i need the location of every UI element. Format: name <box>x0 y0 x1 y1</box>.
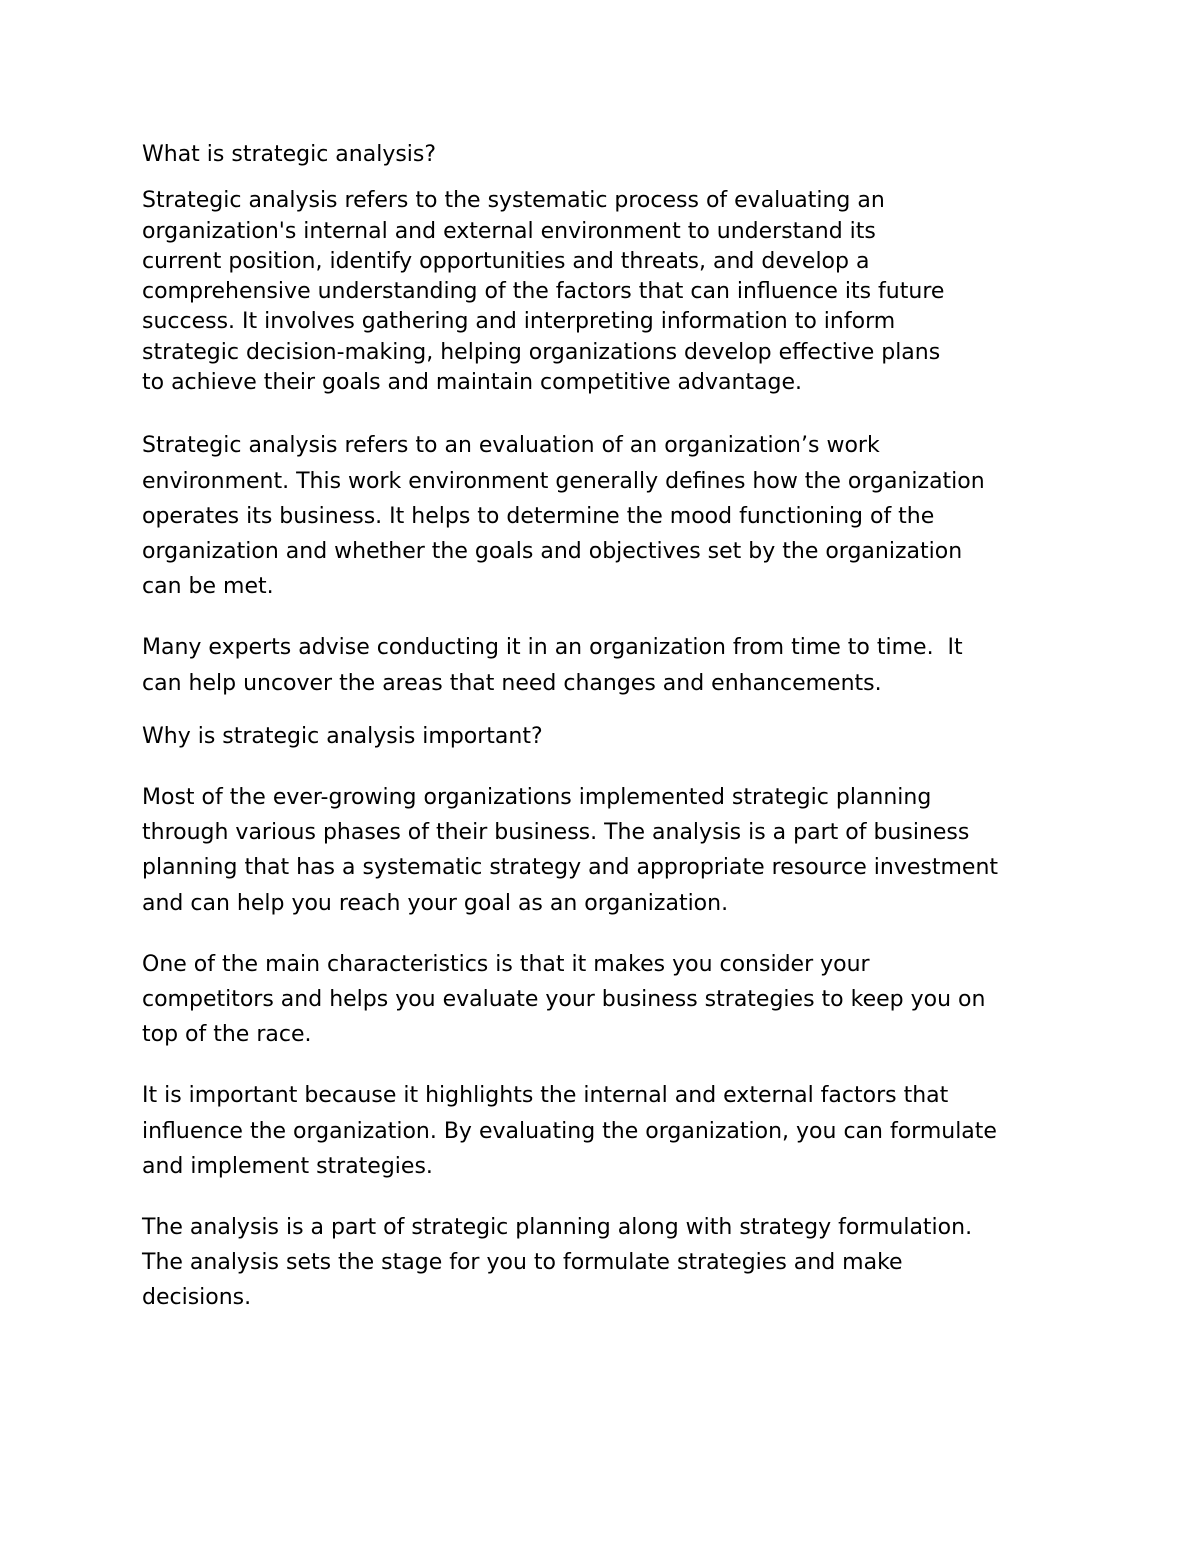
document-body <box>142 140 1072 1316</box>
heading-what-is-strategic-analysis: What is strategic analysis? <box>142 142 437 167</box>
heading-why-important: Why is strategic analysis important? <box>142 723 543 749</box>
paragraph-strategy-formulation: The analysis is a part of strategic planning along with strategy formulation. The analysis sets the stage for you to formulate strategies and make decisions. <box>142 1215 973 1311</box>
paragraph-definition: Strategic analysis refers to the systematic process of evaluating an organization's internal and external environment to understand its current position, identify opportunities and threats, and develop a comprehensive understanding of the factors that can influence its future success. It involves gathering and interpreting information to inform strategic decision-making, helping organizations develop effective plans to achieve their goals and maintain competitive advantage. <box>142 188 945 396</box>
paragraph-work-environment: Strategic analysis refers to an evaluation of an organization’s work environment. This work environment generally defines how the organization operates its business. It helps to determine the mood functioning of the organization and whether the goals and objectives set by the organization can be met. <box>142 433 985 600</box>
paragraph-strategic-planning: Most of the ever-growing organizations implemented strategic planning through various phases of their business. The analysis is a part of business planning that has a systematic strategy and appropriate resource investment and can help you reach your goal as an organization. <box>142 785 999 916</box>
paragraph-experts-advice: Many experts advise conducting it in an organization from time to time. It can help uncover the areas that need changes and enhancements. <box>142 635 963 696</box>
paragraph-internal-external-factors: It is important because it highlights the internal and external factors that influence the organization. By evaluating the organization, you can formulate and implement strategies. <box>142 1083 997 1179</box>
paragraph-main-characteristics: One of the main characteristics is that it makes you consider your competitors and helps you evaluate your business strategies to keep you on top of the race. <box>142 951 986 1048</box>
